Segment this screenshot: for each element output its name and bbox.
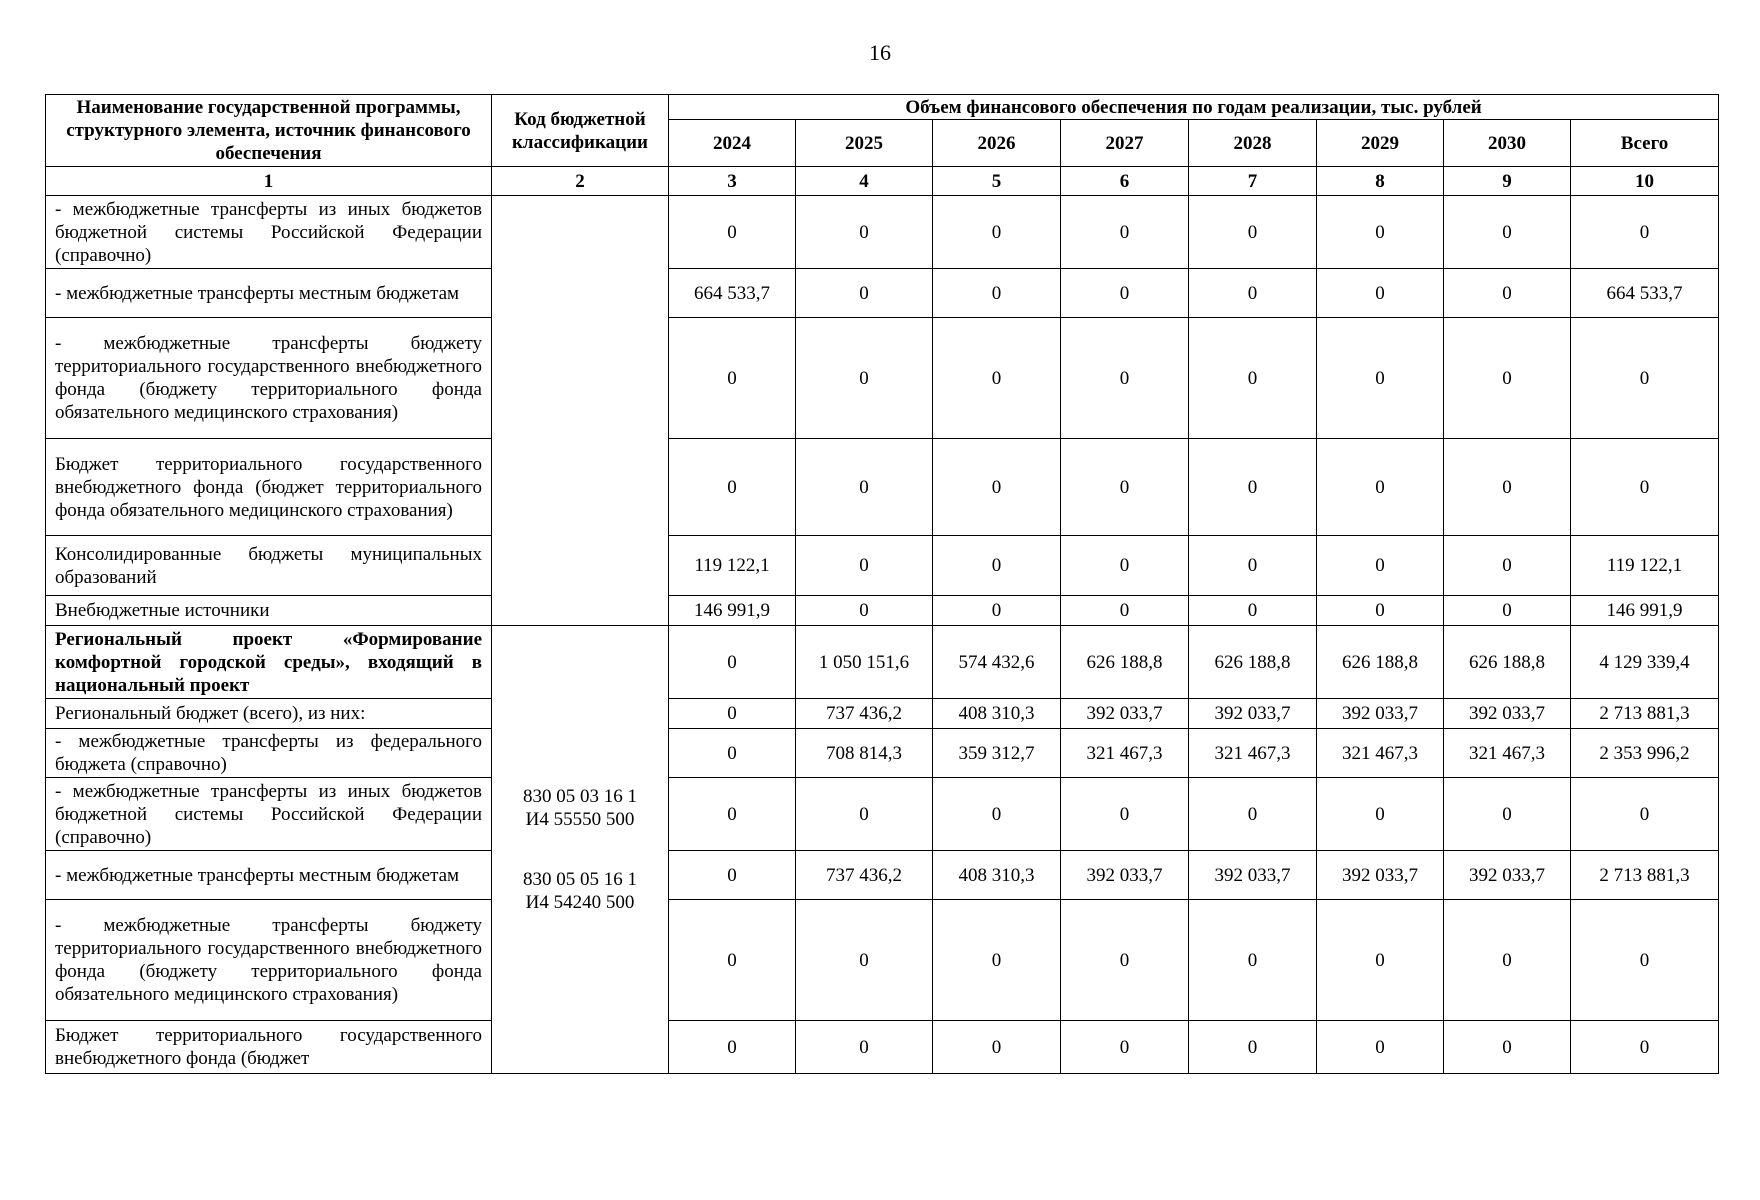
budget-code-1a: 830 05 03 16 1 <box>523 786 637 807</box>
row-value: 1 050 151,6 <box>796 626 933 699</box>
row-value: 708 814,3 <box>796 729 933 778</box>
table-row <box>46 318 1719 439</box>
row-value: 0 <box>669 729 796 778</box>
row-value: 119 122,1 <box>669 536 796 596</box>
row-value: 0 <box>933 196 1061 269</box>
row-value: 0 <box>796 596 933 626</box>
table-row <box>46 1021 1719 1074</box>
row-name: - межбюджетные трансферты бюджету территориального государственного внебюджетного фонда (бюджету территориального фонда обязательного медицинского страхования) <box>46 900 492 1021</box>
row-value: 0 <box>1317 536 1444 596</box>
row-value: 0 <box>796 1021 933 1074</box>
financing-table <box>45 94 1719 1074</box>
header-year: 2029 <box>1317 120 1444 167</box>
row-value: 392 033,7 <box>1189 699 1317 729</box>
row-total: 0 <box>1571 196 1719 269</box>
row-value: 0 <box>669 439 796 536</box>
column-index: 5 <box>933 167 1061 196</box>
row-value: 0 <box>1061 596 1189 626</box>
row-value: 0 <box>933 900 1061 1021</box>
row-value: 408 310,3 <box>933 699 1061 729</box>
row-value: 0 <box>1061 1021 1189 1074</box>
row-total: 4 129 339,4 <box>1571 626 1719 699</box>
column-index: 3 <box>669 167 796 196</box>
row-value: 0 <box>1444 318 1571 439</box>
table-row <box>46 196 1719 269</box>
row-value: 574 432,6 <box>933 626 1061 699</box>
budget-code-cell <box>492 626 669 1074</box>
row-value: 0 <box>1317 439 1444 536</box>
row-value: 0 <box>1317 596 1444 626</box>
table-row <box>46 851 1719 900</box>
row-value: 0 <box>933 269 1061 318</box>
row-total: 119 122,1 <box>1571 536 1719 596</box>
row-value: 0 <box>1317 778 1444 851</box>
header-year: 2027 <box>1061 120 1189 167</box>
row-value: 0 <box>1317 1021 1444 1074</box>
header-year: 2024 <box>669 120 796 167</box>
row-value: 0 <box>1189 269 1317 318</box>
row-value: 0 <box>1444 596 1571 626</box>
row-value: 392 033,7 <box>1061 699 1189 729</box>
table-row <box>46 269 1719 318</box>
header-name-col: Наименование государственной программы, структурного элемента, источник финансового обеспечения <box>46 95 492 167</box>
row-name: Бюджет территориального государственного внебюджетного фонда (бюджет территориального фонда обязательного медицинского страхования) <box>46 439 492 536</box>
row-total: 0 <box>1571 318 1719 439</box>
row-value: 0 <box>1189 596 1317 626</box>
table-row <box>46 626 1719 699</box>
row-value: 0 <box>1317 900 1444 1021</box>
header-year: 2025 <box>796 120 933 167</box>
row-value: 321 467,3 <box>1189 729 1317 778</box>
row-value: 0 <box>1444 439 1571 536</box>
table-row <box>46 536 1719 596</box>
row-value: 321 467,3 <box>1317 729 1444 778</box>
row-name: Внебюджетные источники <box>46 596 492 626</box>
row-value: 0 <box>669 626 796 699</box>
row-value: 0 <box>1061 778 1189 851</box>
row-name: - межбюджетные трансферты из иных бюджетов бюджетной системы Российской Федерации (справочно) <box>46 196 492 269</box>
row-value: 408 310,3 <box>933 851 1061 900</box>
row-name: Региональный бюджет (всего), из них: <box>46 699 492 729</box>
row-value: 0 <box>1061 439 1189 536</box>
row-value: 0 <box>1061 318 1189 439</box>
header-group: Объем финансового обеспечения по годам реализации, тыс. рублей <box>669 95 1719 120</box>
row-value: 0 <box>669 1021 796 1074</box>
column-index: 10 <box>1571 167 1719 196</box>
row-value: 0 <box>1189 196 1317 269</box>
header-year: 2030 <box>1444 120 1571 167</box>
row-total: 0 <box>1571 900 1719 1021</box>
row-value: 392 033,7 <box>1317 851 1444 900</box>
row-value: 0 <box>1061 196 1189 269</box>
row-name: - межбюджетные трансферты из иных бюджетов бюджетной системы Российской Федерации (справочно) <box>46 778 492 851</box>
row-name: Региональный проект «Формирование комфортной городской среды», входящий в национальный проект <box>46 626 492 699</box>
row-value: 392 033,7 <box>1189 851 1317 900</box>
row-value: 0 <box>933 536 1061 596</box>
row-value: 0 <box>1189 439 1317 536</box>
row-value: 0 <box>933 1021 1061 1074</box>
row-value: 359 312,7 <box>933 729 1061 778</box>
table-row <box>46 439 1719 536</box>
table-row <box>46 729 1719 778</box>
row-value: 0 <box>796 536 933 596</box>
row-value: 626 188,8 <box>1189 626 1317 699</box>
table-row <box>46 699 1719 729</box>
row-value: 0 <box>1444 900 1571 1021</box>
row-value: 626 188,8 <box>1061 626 1189 699</box>
budget-code-1b: И4 55550 500 <box>525 809 635 830</box>
row-value: 0 <box>1189 900 1317 1021</box>
row-value: 0 <box>796 900 933 1021</box>
budget-code-2b: И4 54240 500 <box>525 892 635 913</box>
row-value: 0 <box>1061 900 1189 1021</box>
row-value: 626 188,8 <box>1317 626 1444 699</box>
row-value: 0 <box>669 851 796 900</box>
row-total: 0 <box>1571 439 1719 536</box>
row-value: 0 <box>1444 778 1571 851</box>
header-total: Всего <box>1571 120 1719 167</box>
table-row <box>46 778 1719 851</box>
row-value: 0 <box>933 439 1061 536</box>
row-total: 2 713 881,3 <box>1571 699 1719 729</box>
row-value: 0 <box>1317 196 1444 269</box>
row-value: 0 <box>1189 536 1317 596</box>
row-value: 0 <box>669 318 796 439</box>
row-value: 0 <box>796 196 933 269</box>
table-row <box>46 900 1719 1021</box>
budget-code-cell-empty <box>492 196 669 626</box>
row-total: 664 533,7 <box>1571 269 1719 318</box>
row-value: 737 436,2 <box>796 699 933 729</box>
row-value: 0 <box>933 778 1061 851</box>
row-name: Бюджет территориального государственного внебюджетного фонда (бюджет <box>46 1021 492 1074</box>
row-value: 0 <box>669 196 796 269</box>
row-value: 0 <box>1189 318 1317 439</box>
row-value: 321 467,3 <box>1444 729 1571 778</box>
row-value: 0 <box>796 269 933 318</box>
row-value: 0 <box>1317 269 1444 318</box>
row-value: 392 033,7 <box>1444 851 1571 900</box>
row-total: 0 <box>1571 1021 1719 1074</box>
row-name: - межбюджетные трансферты местным бюджетам <box>46 269 492 318</box>
row-value: 0 <box>1444 536 1571 596</box>
row-total: 2 713 881,3 <box>1571 851 1719 900</box>
row-value: 0 <box>1189 778 1317 851</box>
budget-code-2a: 830 05 05 16 1 <box>523 869 637 890</box>
header-code-col: Код бюджетной классификации <box>492 95 669 167</box>
row-total: 2 353 996,2 <box>1571 729 1719 778</box>
code-spacer <box>501 831 659 868</box>
row-value: 626 188,8 <box>1444 626 1571 699</box>
row-value: 392 033,7 <box>1444 699 1571 729</box>
row-value: 321 467,3 <box>1061 729 1189 778</box>
column-index: 2 <box>492 167 669 196</box>
row-value: 0 <box>1444 196 1571 269</box>
column-index: 1 <box>46 167 492 196</box>
row-value: 392 033,7 <box>1317 699 1444 729</box>
row-value: 0 <box>1444 1021 1571 1074</box>
row-value: 0 <box>1444 269 1571 318</box>
row-value: 0 <box>1061 269 1189 318</box>
row-value: 737 436,2 <box>796 851 933 900</box>
table-body <box>46 196 1719 1074</box>
row-value: 0 <box>1317 318 1444 439</box>
header-year: 2028 <box>1189 120 1317 167</box>
row-value: 0 <box>1189 1021 1317 1074</box>
row-name: Консолидированные бюджеты муниципальных образований <box>46 536 492 596</box>
row-value: 392 033,7 <box>1061 851 1189 900</box>
row-name: - межбюджетные трансферты бюджету территориального государственного внебюджетного фонда (бюджету территориального фонда обязательного медицинского страхования) <box>46 318 492 439</box>
column-index: 8 <box>1317 167 1444 196</box>
row-value: 146 991,9 <box>669 596 796 626</box>
row-value: 0 <box>669 699 796 729</box>
row-total: 146 991,9 <box>1571 596 1719 626</box>
row-value: 0 <box>669 900 796 1021</box>
row-total: 0 <box>1571 778 1719 851</box>
header-year: 2026 <box>933 120 1061 167</box>
row-value: 0 <box>1061 536 1189 596</box>
row-value: 0 <box>933 596 1061 626</box>
row-value: 0 <box>669 778 796 851</box>
row-name: - межбюджетные трансферты из федерального бюджета (справочно) <box>46 729 492 778</box>
page-number: 16 <box>869 40 891 65</box>
row-value: 0 <box>796 778 933 851</box>
row-value: 664 533,7 <box>669 269 796 318</box>
column-index: 6 <box>1061 167 1189 196</box>
table-row <box>46 596 1719 626</box>
column-index: 7 <box>1189 167 1317 196</box>
row-value: 0 <box>933 318 1061 439</box>
row-value: 0 <box>796 439 933 536</box>
column-index: 9 <box>1444 167 1571 196</box>
row-value: 0 <box>796 318 933 439</box>
column-index: 4 <box>796 167 933 196</box>
row-name: - межбюджетные трансферты местным бюджетам <box>46 851 492 900</box>
